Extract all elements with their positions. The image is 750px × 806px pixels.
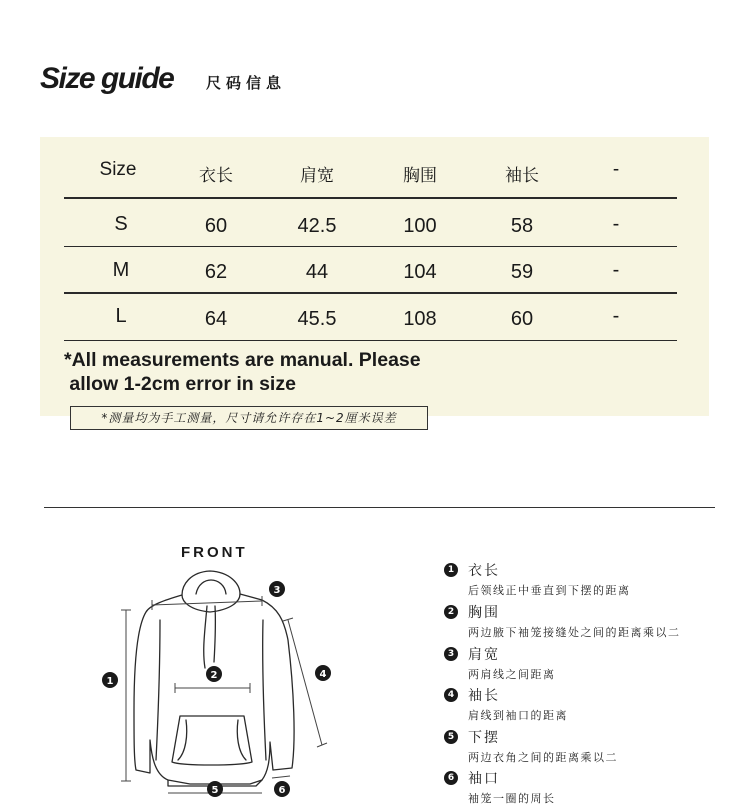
sleeve-cell: 58	[510, 215, 534, 237]
legend-number-badge: 4	[444, 688, 458, 702]
sleeve-seam-right	[263, 620, 266, 760]
column-header-sleeve: 袖长	[505, 166, 539, 186]
kangaroo-pocket	[172, 716, 252, 765]
table-bottom-rule	[64, 340, 677, 341]
table-header-rule	[64, 197, 677, 199]
marker-2	[206, 666, 222, 682]
shoulder-cell: 44	[305, 261, 329, 283]
legend-number-badge: 5	[444, 730, 458, 744]
sleeve-cell: 59	[510, 261, 534, 283]
marker-label: 2	[210, 670, 218, 681]
legend-title: 下摆	[468, 730, 500, 746]
legend-number-badge: 1	[444, 563, 458, 577]
pocket-inner	[178, 720, 246, 760]
front-view-label: FRONT	[181, 544, 248, 561]
table-row-rule	[64, 292, 677, 294]
marker-5	[207, 781, 223, 797]
hood-inner	[196, 580, 226, 594]
legend-description: 两边衣角之间的距离乘以二	[468, 751, 618, 764]
legend-title: 袖长	[468, 688, 500, 704]
legend-description: 两边腋下袖笼接缝处之间的距离乘以二	[468, 626, 681, 639]
legend-number-badge: 3	[444, 647, 458, 661]
table-row-rule	[64, 246, 677, 247]
cuff-measure-line	[272, 776, 290, 778]
drawstring-right	[214, 606, 215, 662]
size-cell: M	[112, 259, 130, 281]
column-header-length: 衣长	[199, 166, 233, 186]
legend-description: 肩线到袖口的距离	[468, 709, 568, 722]
extra-cell: -	[612, 305, 620, 327]
marker-4	[315, 665, 331, 681]
legend-description: 两肩线之间距离	[468, 668, 556, 681]
page-subtitle: 尺码信息	[206, 74, 287, 92]
extra-cell: -	[612, 259, 620, 281]
marker-label: 3	[273, 585, 281, 596]
marker-3	[269, 581, 285, 597]
column-header-size: Size	[99, 159, 137, 180]
length-cell: 62	[204, 261, 228, 283]
column-header-extra: -	[612, 159, 620, 180]
column-header-chest: 胸围	[403, 166, 437, 186]
marker-1	[102, 672, 118, 688]
length-cell: 60	[204, 215, 228, 237]
legend-description: 袖笼一圈的周长	[468, 792, 556, 805]
sleeve-cell: 60	[510, 308, 534, 330]
shoulder-cell: 42.5	[297, 215, 337, 237]
size-cell: L	[115, 305, 127, 327]
marker-label: 1	[106, 676, 114, 687]
legend-description: 后领线正中垂直到下摆的距离	[468, 584, 631, 597]
drawstring-left	[204, 606, 207, 668]
legend-title: 肩宽	[468, 647, 500, 663]
shoulder-cell: 45.5	[297, 308, 337, 330]
marker-6	[274, 781, 290, 797]
marker-label: 4	[319, 669, 327, 680]
sleeve-seam-left	[156, 620, 160, 760]
column-header-shoulder: 肩宽	[300, 166, 334, 186]
legend-title: 袖口	[468, 771, 500, 787]
chest-cell: 100	[403, 215, 437, 237]
legend-title: 胸围	[468, 605, 500, 621]
hoodie-diagram	[95, 565, 345, 800]
measurement-note-english: *All measurements are manual. Please allow 1-2cm error in size	[64, 349, 421, 395]
page-title: Size guide	[40, 62, 174, 95]
size-cell: S	[114, 213, 128, 235]
legend-number-badge: 6	[444, 771, 458, 785]
legend-title: 衣长	[468, 563, 500, 579]
marker-label: 5	[211, 785, 219, 796]
legend-number-badge: 2	[444, 605, 458, 619]
sleeve-measure-line	[288, 620, 322, 745]
chest-cell: 104	[403, 261, 437, 283]
chest-cell: 108	[403, 308, 437, 330]
hoodie-outline	[134, 594, 294, 784]
section-divider	[44, 507, 715, 508]
extra-cell: -	[612, 213, 620, 235]
marker-label: 6	[278, 785, 286, 796]
hood-outline	[182, 571, 240, 612]
measurement-note-chinese: *测量均为手工测量，尺寸请允许存在1~2厘米误差	[70, 406, 428, 430]
shoulder-measure-line	[152, 601, 262, 605]
length-cell: 64	[204, 308, 228, 330]
